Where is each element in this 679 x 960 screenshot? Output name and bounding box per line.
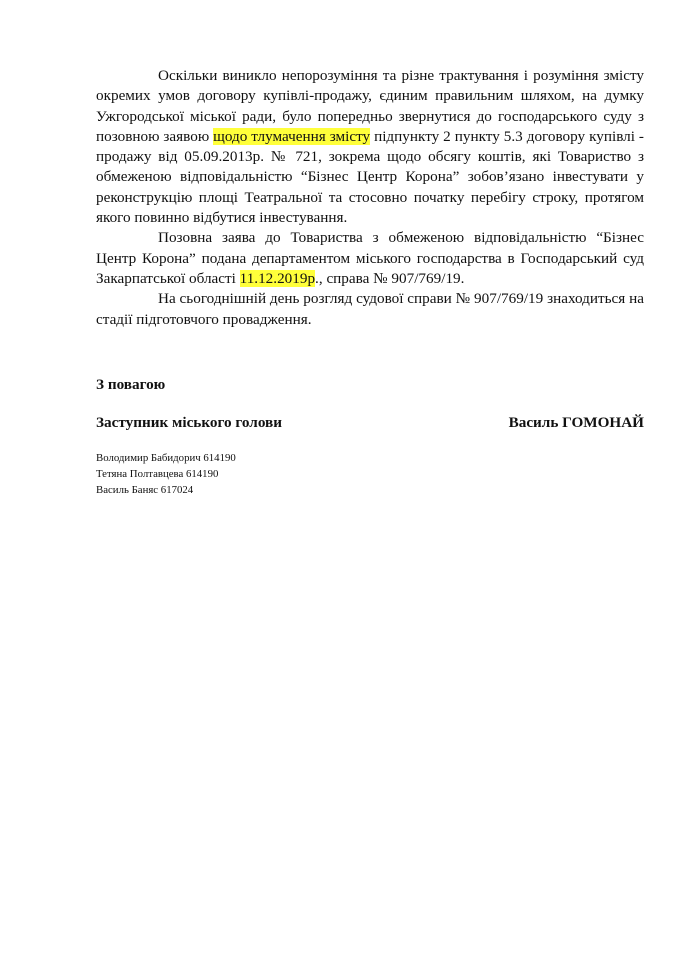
paragraph-1-text-start: Оскільки виникло непорозуміння та різне трактування і розуміння змісту окремих умов договору купівлі-продажу, єдиним правильним шляхом, на думку Ужгородської міської ради, було попередньо звернутися до господарського суду з позовною заявою (96, 67, 644, 145)
paragraph-2-text-start: Позовна заява до Товариства з обмеженою відповідальністю “Бізнес Центр Корона” подана департаментом міського господарства в Господарський суд Закарпатської області (96, 229, 644, 287)
contact-item: Тетяна Полтавцева 614190 (96, 467, 219, 480)
signatory-title: Заступник міського голови (96, 414, 282, 431)
highlighted-filing-date: 11.12.2019р (239, 269, 316, 287)
letter-body (96, 66, 644, 330)
signature-block (96, 414, 644, 436)
paragraph-1-text-end: підпункту 2 пункту 5.3 договору купівлі - продажу від 05.09.2013р. № 721, зокрема щодо обсягу коштів, які Товариство з обмеженою відповідальністю “Бізнес Центр Корона” зобов’язано інвестувати у реконструкцію площі Театральної та стосовно початку перебігу строку, протягом якого повинно відбутися інвестування. (96, 127, 644, 227)
contact-item: Володимир Бабидорич 614190 (96, 452, 236, 464)
paragraph-interpretation (96, 66, 644, 228)
paragraph-case-status (96, 289, 644, 330)
highlighted-interpretation-phrase: щодо тлумачення змісту (213, 127, 371, 145)
contact-item: Василь Баняс 617024 (96, 483, 194, 496)
paragraph-2-text-end: ., справа № 907/769/19. (315, 269, 465, 287)
contact-list (96, 451, 236, 498)
paragraph-3-text: На сьогоднішній день розгляд судової справи № 907/769/19 знаходиться на стадії підготовчого провадження. (96, 290, 644, 328)
signatory-name: Василь ГОМОНАЙ (508, 414, 644, 431)
paragraph-lawsuit (96, 228, 644, 289)
closing-salutation: З повагою (96, 376, 166, 393)
